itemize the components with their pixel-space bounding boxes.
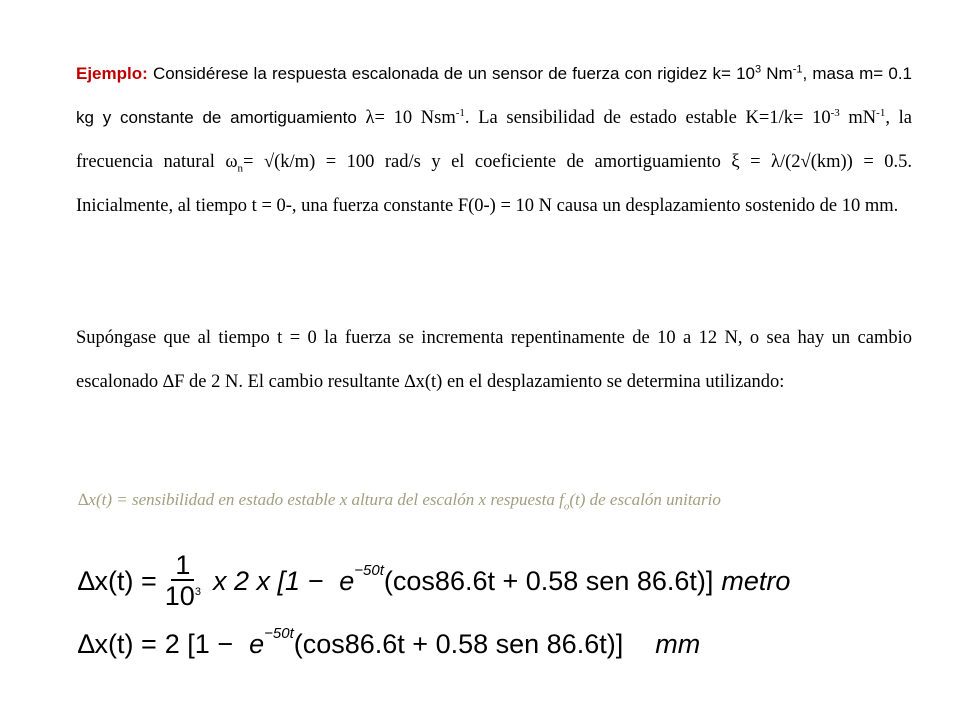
text-sensitivity: . La sensibilidad de estado estable K=1/k= 10 — [464, 108, 831, 128]
eq2-exponent: −50t — [264, 624, 294, 642]
eq1-lhs: ∆x(t) = — [78, 565, 157, 596]
eq2-lhs: ∆x(t) = — [78, 628, 157, 659]
formula-main: ∆x(t) = sensibilidad en estado estable x altura del escalón x respuesta f — [78, 490, 564, 509]
formula-tail: (t) de escalón unitario — [569, 490, 721, 509]
eq1-part1: x 2 x [1 − — [212, 565, 324, 596]
text-stiffness: Considérese la respuesta escalonada de un sensor de fuerza con rigidez k= 10 — [147, 64, 755, 83]
sub-omega: n — [237, 162, 244, 175]
eq1-numerator: 1 — [171, 551, 194, 581]
sup-unit-mn: -1 — [876, 106, 886, 119]
equation-meters — [78, 548, 918, 614]
eq1-unit: metro — [721, 565, 791, 596]
equation-millimeters — [78, 620, 918, 668]
step-paragraph: Supóngase que al tiempo t = 0 la fuerza se incrementa repentinamente de 10 a 12 N, o sea hay un cambio escalonado ∆F de 2 N. El cambio resultante ∆x(t) en el desplazamiento se determina utilizando: — [76, 328, 912, 392]
eq1-fraction — [161, 551, 205, 611]
eq1-den-exp: 3 — [194, 586, 201, 598]
text-damping-initial: = √(k/m) = 100 rad/s y el coeficiente de amortiguamiento ξ = λ/(2√(km)) = 0.5. Inicialmente, al tiempo t = 0-, una fuerza constante F(0-) = 10 N causa un desplazamiento sostenido de 10 mm. — [76, 152, 912, 216]
eq1-exponent: −50t — [354, 561, 384, 579]
sup-sensitivity: -3 — [830, 106, 840, 119]
text-unit-nm: Nm — [761, 64, 793, 83]
eq2-part2: (cos86.6t + 0.58 sen 86.6t)] — [293, 628, 624, 659]
eq1-denominator — [161, 581, 205, 611]
text-natural-frequency: , la frecuencia natural ω — [76, 108, 912, 172]
sup-unit-nm: -1 — [792, 63, 803, 76]
eq2-exp-base: e — [249, 628, 265, 659]
example-paragraph — [76, 52, 912, 228]
eq1-exp-base: e — [339, 565, 355, 596]
text-unit-mn: mN — [839, 108, 877, 128]
eq2-unit: mm — [655, 628, 701, 659]
formula-line — [78, 490, 918, 513]
sup-stiffness: 3 — [754, 63, 762, 76]
eq2-part1: 2 [1 − — [164, 628, 234, 659]
example-label: Ejemplo: — [76, 64, 148, 83]
sup-lambda: -1 — [455, 106, 465, 119]
text-lambda: λ= 10 Nsm — [365, 108, 456, 128]
formula-sub: o — [563, 500, 570, 513]
eq1-den-base: 10 — [164, 581, 195, 611]
eq1-part2: (cos86.6t + 0.58 sen 86.6t)] — [383, 565, 714, 596]
text-mass-damping: , masa m= 0.1 kg y constante de amortiguamiento — [76, 64, 912, 127]
